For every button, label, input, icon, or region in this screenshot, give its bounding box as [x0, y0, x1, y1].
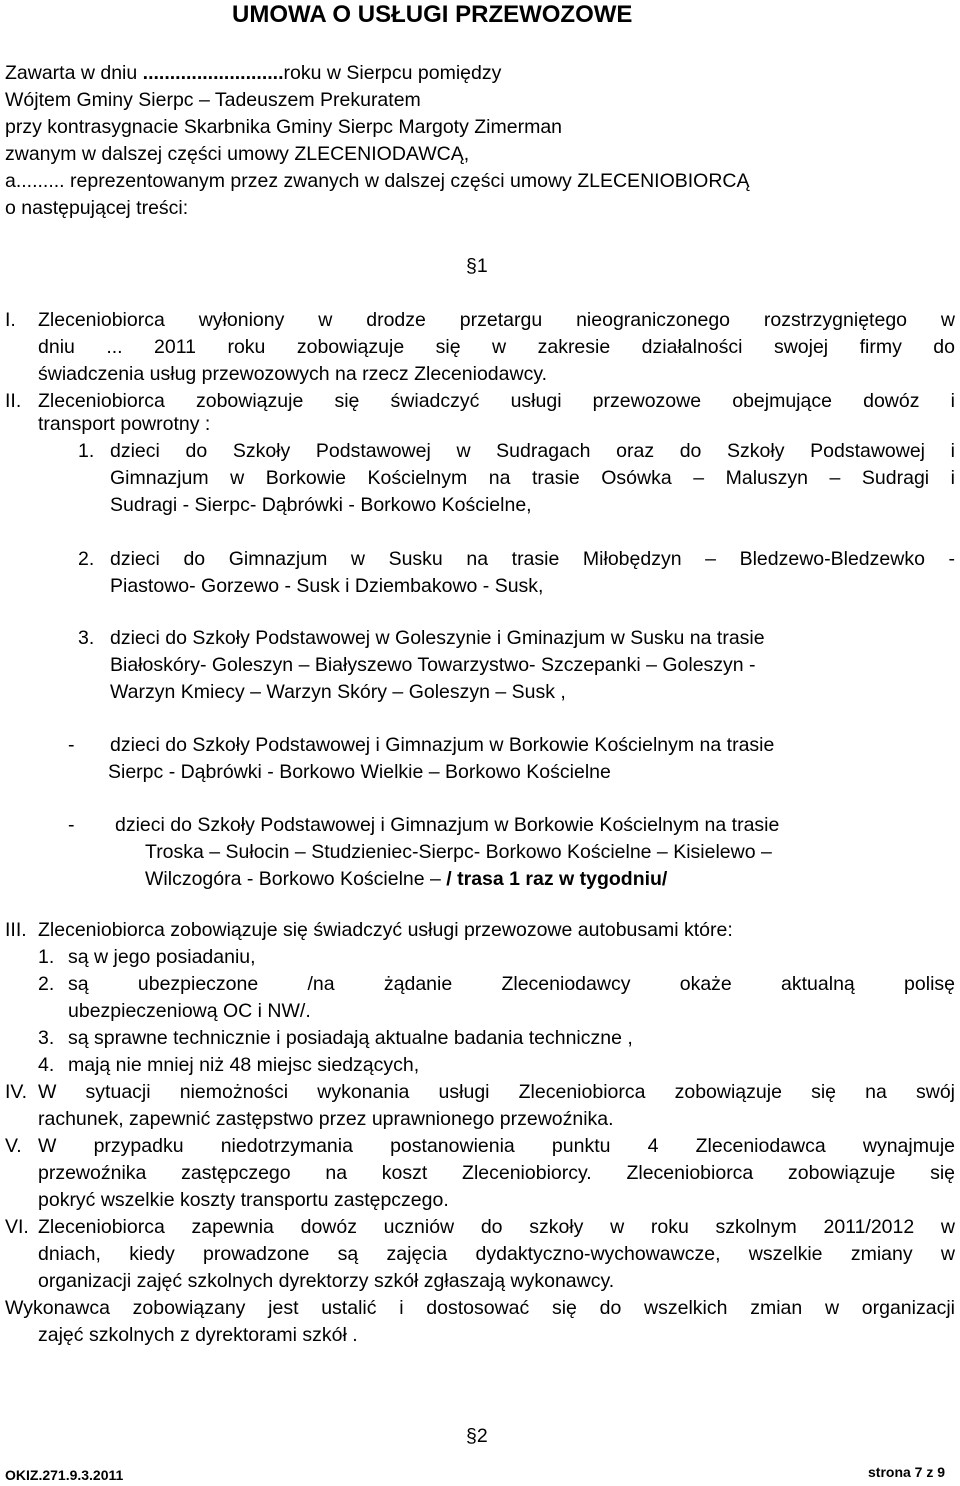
clause-4-line-1: W sytuacji niemożności wykonania usługi Zleceniobiorca zobowiązuje się na swój: [38, 1081, 955, 1103]
clause-5-line-3: pokryć wszelkie koszty transportu zastępczego.: [38, 1189, 449, 1211]
bus-req-2-line-1: są ubezpieczone /na żądanie Zleceniodawcy okaże aktualną polisę: [68, 973, 955, 995]
closing-line-1: Wykonawca zobowiązany jest ustalić i dostosować się do wszelkich zmian w organizacji: [5, 1297, 955, 1319]
route-1-line-1: dzieci do Szkoły Podstawowej w Sudragach oraz do Szkoły Podstawowej i: [110, 440, 955, 462]
clause-2-line-1: Zleceniobiorca zobowiązuje się świadczyć usługi przewozowe obejmujące dowóz i: [38, 390, 955, 412]
bus-req-4-number: 4.: [38, 1054, 55, 1076]
route-5-line-3: [145, 867, 667, 891]
route-2-line-1: dzieci do Gimnazjum w Susku na trasie Miłobędzyn – Bledzewo-Bledzewko -: [110, 548, 955, 570]
clause-1-line-3: świadczenia usług przewozowych na rzecz Zleceniodawcy.: [38, 363, 548, 385]
route-4-dash: -: [68, 734, 75, 756]
intro-contractor: a......... reprezentowanym przez zwanych w dalszej części umowy ZLECENIOBIORCĄ: [5, 170, 750, 192]
clause-number-2: II.: [5, 390, 22, 412]
footer-page-number: strona 7 z 9: [868, 1464, 946, 1480]
clause-number-5: V.: [5, 1135, 22, 1157]
route-5-line-3-text: Wilczogóra - Borkowo Kościelne –: [145, 868, 447, 890]
clause-4-line-2: rachunek, zapewnić zastępstwo przez uprawnionego przewoźnika.: [38, 1108, 614, 1130]
intro-countersign: przy kontrasygnacie Skarbnika Gminy Sierpc Margoty Zimerman: [5, 116, 563, 138]
intro-party-1: Wójtem Gminy Sierpc – Tadeuszem Prekuratem: [5, 89, 421, 111]
document-title: UMOWA O USŁUGI PRZEWOZOWE: [232, 1, 633, 28]
clause-6-line-2: dniach, kiedy prowadzone są zajęcia dydaktyczno-wychowawcze, wszelkie zmiany w: [38, 1243, 955, 1265]
section-heading-2: §2: [466, 1425, 488, 1447]
clause-6-line-1: Zleceniobiorca zapewnia dowóz uczniów do szkoły w roku szkolnym 2011/2012 w: [38, 1216, 955, 1238]
clause-3-line-1: Zleceniobiorca zobowiązuje się świadczyć usługi przewozowe autobusami które:: [38, 919, 733, 941]
clause-number-3: III.: [5, 919, 27, 941]
bus-req-3: są sprawne technicznie i posiadają aktualne badania techniczne ,: [68, 1027, 633, 1049]
clause-6-line-3: organizacji zajęć szkolnych dyrektorzy szkół zgłaszają wykonawcy.: [38, 1270, 615, 1292]
clause-5-line-1: W przypadku niedotrzymania postanowienia punktu 4 Zleceniodawca wynajmuje: [38, 1135, 955, 1157]
route-1-number: 1.: [78, 440, 95, 462]
bus-req-4: mają nie mniej niż 48 miejsc siedzących,: [68, 1054, 420, 1076]
route-3-number: 3.: [78, 627, 95, 649]
clause-number-4: IV.: [5, 1081, 28, 1103]
footer-reference: OKIZ.271.9.3.2011: [5, 1467, 124, 1483]
bus-req-1: są w jego posiadaniu,: [68, 946, 256, 968]
clause-number-6: VI.: [5, 1216, 29, 1238]
clause-1-line-2: dniu ... 2011 roku zobowiązuje się w zakresie działalności swojej firmy do: [38, 336, 955, 358]
route-3-line-2: Białoskóry- Goleszyn – Białyszewo Towarzystwo- Szczepanki – Goleszyn -: [110, 654, 756, 676]
intro-date-label: Zawarta w dniu: [5, 62, 143, 84]
route-4-line-2: Sierpc - Dąbrówki - Borkowo Wielkie – Borkowo Kościelne: [108, 761, 611, 783]
clause-2-line-2: transport powrotny :: [38, 413, 211, 435]
bus-req-2-line-2: ubezpieczeniową OC i NW/.: [68, 1000, 311, 1022]
intro-line-date: [5, 61, 501, 85]
intro-client-label: zwanym w dalszej części umowy ZLECENIODAWCĄ,: [5, 143, 470, 165]
intro-place: roku w Sierpcu pomiędzy: [283, 62, 502, 84]
intro-content-label: o następującej treści:: [5, 197, 189, 219]
intro-date-blank: ..........................: [142, 62, 284, 84]
route-1-line-3: Sudragi - Sierpc- Dąbrówki - Borkowo Kościelne,: [110, 494, 532, 516]
section-heading-1: §1: [466, 255, 488, 277]
route-4-line-1: dzieci do Szkoły Podstawowej i Gimnazjum w Borkowie Kościelnym na trasie: [110, 734, 775, 756]
route-2-number: 2.: [78, 548, 95, 570]
bus-req-2-number: 2.: [38, 973, 55, 995]
clause-1-line-1: Zleceniobiorca wyłoniony w drodze przetargu nieograniczonego rozstrzygniętego w: [38, 309, 955, 331]
bus-req-1-number: 1.: [38, 946, 55, 968]
route-3-line-3: Warzyn Kmiecy – Warzyn Skóry – Goleszyn – Susk ,: [110, 681, 566, 703]
bus-req-3-number: 3.: [38, 1027, 55, 1049]
clause-5-line-2: przewoźnika zastępczego na koszt Zleceniobiorcy. Zleceniobiorca zobowiązuje się: [38, 1162, 955, 1184]
route-5-line-1: dzieci do Szkoły Podstawowej i Gimnazjum w Borkowie Kościelnym na trasie: [115, 814, 780, 836]
route-1-line-2: Gimnazjum w Borkowie Kościelnym na trasie Osówka – Maluszyn – Sudragi i: [110, 467, 955, 489]
route-5-dash: -: [68, 814, 75, 836]
route-5-line-2: Troska – Sułocin – Studzieniec-Sierpc- Borkowo Kościelne – Kisielewo –: [145, 841, 772, 863]
route-3-line-1: dzieci do Szkoły Podstawowej w Goleszynie i Gminazjum w Susku na trasie: [110, 627, 765, 649]
closing-line-2: zajęć szkolnych z dyrektorami szkół .: [38, 1324, 358, 1346]
route-2-line-2: Piastowo- Gorzewo - Susk i Dziembakowo - Susk,: [110, 575, 544, 597]
clause-number-1: I.: [5, 309, 16, 331]
route-5-frequency: / trasa 1 raz w tygodniu/: [446, 868, 668, 890]
